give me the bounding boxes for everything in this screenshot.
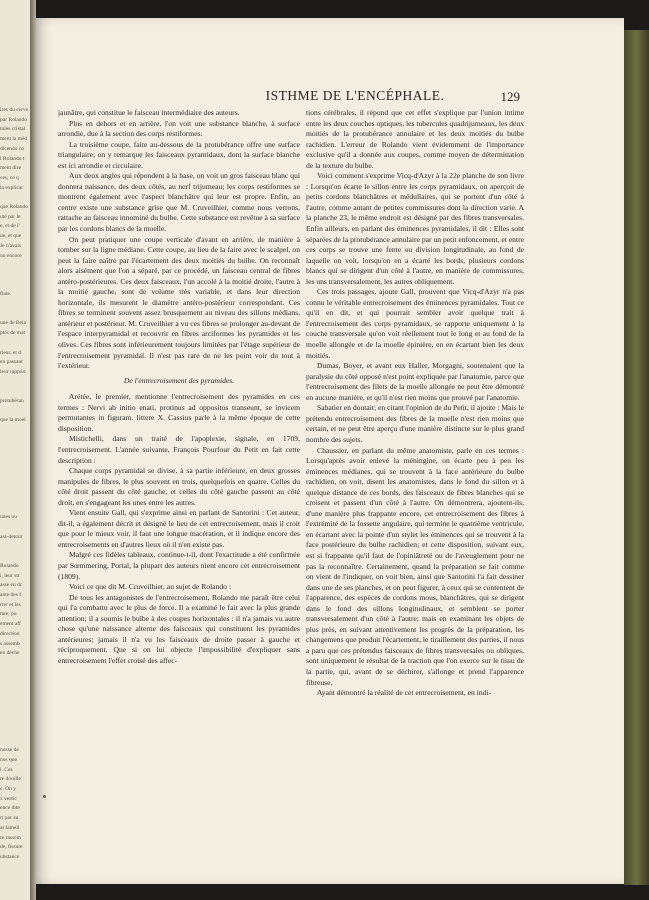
left-page-fragment: rrer et les bbox=[0, 601, 21, 608]
paragraph: Aux deux angles qui répondent à la base, on voit un gros faisceau blanc qui donnera naissance, des deux côtés, au nerf trijumeau; les corps restiformes se montrent également avec l'aspect blanchâtre qui leur est propre. Enfin, au centre existe une substance grise que M. Cruveilhier, comme nous verrons, rattache au faisceau innominé du bulbe. Cette substance est revêtue à sa surface par les cordons blancs de la moelle. bbox=[58, 171, 300, 234]
paragraph: On peut pratiquer une coupe verticale d'avant en arrière, de manière à tomber sur la ligne médiane. Cette coupe, au lieu de la faire avec le scalpel, on peut la faire naître par l'écartement des deux moitiés du bulbe. On reconnaît alors aisément que l'on a séparé, par ce procédé, un faisceau central de fibres antéro-postérieures. Ces deux faisceaux, l'un accolé à la moitié droite, l'autre à la moitié gauche, sont de volume très variable, et dans leur direction horizontale, ils mesurent le diamètre antéro-postérieur correspondant. Ces fibres se terminent souvent assez brusquement au niveau des sillons médians, antérieur et postérieur. M. Cruveilhier a vu ces fibres se prolonger au-devant de l'espace interpyramidal et recouvrir en fibres arciformes les pyramides et les olives. Ces fibres sont inférieurement toujours limitées par l'étage supérieur de l'entrecroisement pyramidal. Il n'est pas rare de ne les point voir du tout à l'extérieur. bbox=[58, 234, 300, 371]
left-page-fragment: l Rolando t bbox=[0, 155, 25, 162]
paragraph: Malgré ces fidèles tableaux, continue-t-il, dont l'exactitude a été confirmée par Sœmmering, Portal, la plupart des auteurs nient encore cet entrecroisement (1809). bbox=[58, 550, 300, 581]
paragraph: Chaque corps pyramidal se divise, à sa partie inférieure, en deux grosses manipules de fibres, le plus souvent en trois, quelquefois en quatre. Celles du côté droit passent du côté gauche, et celles du côté gauche passent au côté droit, en s'engageant les unes entre les autres. bbox=[58, 466, 300, 507]
left-page-fragment: ar lamell bbox=[0, 824, 20, 831]
left-page-fragment: ces, ce q bbox=[0, 174, 19, 181]
left-page-fragment: par Rolando bbox=[0, 116, 28, 123]
left-page-fragment: c. On y bbox=[0, 786, 17, 792]
left-page-fragment: la explicat bbox=[0, 184, 23, 191]
left-page-fragment: tules cristal bbox=[0, 126, 26, 133]
left-page-fragment: flale. bbox=[0, 291, 12, 298]
left-page-fragment: ires du cerve bbox=[0, 107, 29, 113]
paragraph: Dumas, Boyer, et avant eux Haller, Morgagni, soutenaient que la paralysie du côté opposé n'est point expliquée par l'anatomie, parce que l'entrecroisement des filets de la moelle allongée ne peut être démontré en aucune manière, et qu'il n'est rien moins que prouvé par l'anatomie. bbox=[306, 361, 524, 402]
left-page-fragment: nos que bbox=[0, 756, 17, 763]
left-page-fragment: ass-detour bbox=[0, 533, 23, 540]
left-page-fragment: x vertic bbox=[0, 795, 17, 802]
left-page-fragment: i, leur str bbox=[0, 572, 20, 579]
left-page-fragment: ence dite bbox=[0, 805, 20, 812]
left-page-fragment: protubéran bbox=[0, 398, 24, 404]
facing-left-page bbox=[0, 0, 30, 900]
left-page-fragment: dicendo co bbox=[0, 145, 24, 152]
paragraph: Ces trois passages, ajoute Gall, prouvent que Vicq-d'Azyr n'a pas connu le véritable entrecroisement des éminences pyramidales. Tout ce qu'il en dit, et qui pourrait sembler avoir quelque trait à l'entrecroisement des corps pyramidaux, se rapporte uniquement à la couche transversale qu'on voit réellement tout le long et au fond de la moelle allongée et de la moelle épinière, en en écartant bien les deux moitiés. bbox=[306, 287, 524, 360]
paragraph: Vient ensuite Gall, qui s'exprime ainsi en parlant de Santorini : Cet auteur, dit-il, a également décrit et désigné le lieu de cet entrecroisement, mais il croit que pour le mieux voir, il faut une longue macération, et il indique encore des entrecroisements en d'autres lieux où il n'en existe pas. bbox=[58, 508, 300, 549]
left-page-fragment: l. Ces bbox=[0, 766, 13, 773]
left-page-fragment: leur rapport bbox=[0, 368, 26, 375]
left-page-fragment: re rassem bbox=[0, 834, 21, 841]
left-page-fragment: en dèche bbox=[0, 650, 20, 657]
paragraph: Voici ce que dit M. Cruveilhier, au sujet de Rolando : bbox=[69, 582, 231, 592]
text-column-right bbox=[306, 108, 524, 788]
left-page-fragment: que Rolando bbox=[0, 204, 28, 210]
page-number: 129 bbox=[500, 89, 520, 104]
paragraph: tions cérébrales, il répond que cet effet s'explique par l'union intime entre les deux couches optiques, les tubercules quadrijumeaux, les deux moitiés de la protubérance annulaire et les deux moitiés du bulbe rachidien. L'erreur de Rolando vient évidemment de l'importance exclusive qu'il a donnée aux coupes, comme moyen de détermination de la texture du bulbe. bbox=[306, 108, 524, 170]
paragraph: Plus en dehors et en arrière, l'on voit une substance blanche, à surface arrondie, due à la section des corps restiformes. bbox=[58, 118, 300, 139]
paragraph: Chaussier, en parlant du même anatomiste, parle en ces termes : Lorsqu'après avoir enlevé la méningine, on écarte peu à peu les éminences médianes, qui se trouvent à la face antérieure du bulbe rachidien, on voit, disent les anatomistes, dans le fond du sillon et à quelque distance de ces bords, des faisceaux de fibres blanches qui se croisent et passent d'un côté à l'autre. On démontrera, ajoutent-ils, d'une manière plus frappante encore, cet entrecroisement des fibres à l'extrémité de la fossette angulaire, qui termine le quatrième ventricule, en écartant avec la pointe d'un stylet les éminences qui se trouvent à la face postérieure du bulbe rachidien; et cette disposition, suivant eux, est si frappante qu'il faut de l'opiniâtreté ou de l'aveuglement pour ne pas la reconnaître. Certainement, quand la préparation se fait comme on vient de l'indiquer, on voit bien, ainsi que Santorini l'a fait dessiner dans une de ses planches, et on peut figurer, à ceux qui se contentent de l'apparence, des espèces de cordons mous, blanchâtres, qui se dirigent dans le fond des sillons longitudinaux, et semblent se porter transversalement d'un côté à l'autre; mais en examinant les objets de plus près, en suivant attentivement les progrès de la préparation, les changemens que produit l'écartement, le tiraillement des parties, il nous a paru que ces prétendus faisceaux de fibres transversales ou obliques, sont uniquement le résultat de la traction que l'on exerce sur le tissu de la partie, qui, avant de se déchirer, s'allonge et prend l'apparence fibreuse. bbox=[306, 445, 524, 687]
left-page-fragment: on encore bbox=[0, 252, 22, 259]
left-page-fragment: une de Bela bbox=[0, 320, 26, 327]
left-page-fragment: nosse de bbox=[0, 747, 19, 754]
page-mark bbox=[43, 795, 46, 798]
left-page-fragment: ment dire bbox=[0, 165, 21, 172]
book-edge-right bbox=[624, 30, 649, 885]
left-page-fragment: ante des f bbox=[0, 592, 22, 598]
left-page-fragment: direction bbox=[0, 630, 20, 637]
left-page-fragment: ue, et que bbox=[0, 233, 22, 240]
left-page-fragment: de, fissure bbox=[0, 844, 23, 851]
paragraph: Arétée, le premier, mentionne l'entrecroisement des pyramides en ces termes : Nervi ab initio enati, protinus ad oppositos transeunt, se invicem permutantes in figuram. littere X. Cassius parle à la même époque de cette disposition. bbox=[58, 392, 300, 433]
paragraph: jaunâtre, qui constitue le faisceau intermédiaire des auteurs. bbox=[58, 108, 240, 117]
text-column-left bbox=[58, 108, 300, 788]
left-page-fragment: en passant bbox=[0, 359, 23, 366]
section-heading: De l'entrecroisement des pyramides. bbox=[123, 375, 235, 385]
paragraph: Voici comment s'exprime Vicq-d'Azyr à la 22e planche de son livre : Lorsqu'on écarte le sillon entre les corps pyramidaux, on aperçoit de petits cordons blanchâtres et médullaires, qui se portent d'un côté à l'autre, comme autant de petites commissures dont la direction varie. A la planche 23, le même endroit est désigné par des fibres transversales. Enfin ailleurs, en parlant des éminences pyramidales, il dit : Elles sont séparées de la protubérance annulaire par un petit enfoncement, et entre ces corps se trouve une fente ou division longitudinale, au fond de laquelle on voit, lorsqu'on en a écarté les bords, plusieurs cordons blancs qui se dirigent d'un côté à l'autre, en manière de commissures, les uns transversalement, les autres obliquement. bbox=[306, 171, 524, 286]
left-page-fragment: que la moel bbox=[0, 417, 26, 424]
paragraph: Sabatier en doutait; en citant l'opinion de du Petit, il ajoute : Mais le prétendu entrecroisement des fibres de la moelle n'est rien moins que certain, et ne peut être aperçu d'une manière distincte sur le plus grand nombre des sujets. bbox=[306, 403, 524, 444]
left-page-fragment: uté par le bbox=[0, 213, 21, 220]
running-head-title: ISTHME DE L'ENCÉPHALE. bbox=[265, 88, 445, 103]
paragraph: La troisième coupe, faite au-dessous de la protubérance offre une surface triangulaire; on y remarque les faisceaux pyramidaux, dont la surface blanche est ici arrondie et circulaire. bbox=[58, 139, 300, 170]
left-page-fragment: ment la méd bbox=[0, 136, 28, 143]
left-page-fragment: Rolando bbox=[0, 562, 19, 569]
left-page-fragment: rieur, et d bbox=[0, 349, 22, 356]
left-page-fragment: s assemb bbox=[0, 640, 20, 647]
paragraph: De tous les antagonistes de l'entrecroisement, Rolando me paraît être celui qui l'a combattu avec le plus de force. Il a examiné le fait avec la plus grande attention; il a soumis le bulbe à des coupes horizontales : il n'a jamais vu autre chose qu'une naissance alterne des faisceaux qui constituent les pyramides antérieures; jamais il n'a vu les faisceaux de droite passer à gauche et réciproquement. Que si on lui objecte l'impossibilité d'expliquer sans entrecroisement l'effet croisé des affec- bbox=[58, 592, 300, 665]
left-page-fragment: rt par au bbox=[0, 815, 19, 822]
left-page-fragment: e, et de l' bbox=[0, 223, 20, 230]
left-page-fragment: ptés de mat bbox=[0, 330, 26, 337]
left-page-fragment: rate, pu bbox=[0, 611, 17, 618]
left-page-fragment: ubstance bbox=[0, 853, 20, 860]
paragraph: Mistichelli, dans un traité de l'apoplexie, signale, en 1709, l'entrecroisement. L'année suivante, François Pourfour du Petit en fait cette description : bbox=[58, 434, 300, 465]
left-page-fragment: re douille bbox=[0, 776, 21, 783]
left-page-fragment: ement aff bbox=[0, 621, 21, 628]
paragraph: Ayant démontré la réalité de cet entrecroisement, en indi- bbox=[317, 688, 492, 698]
left-page-fragment: asse en dc bbox=[0, 582, 23, 589]
left-page-fragment: Je n'avais bbox=[0, 242, 21, 249]
left-page-fragment: unes ou bbox=[0, 514, 17, 521]
